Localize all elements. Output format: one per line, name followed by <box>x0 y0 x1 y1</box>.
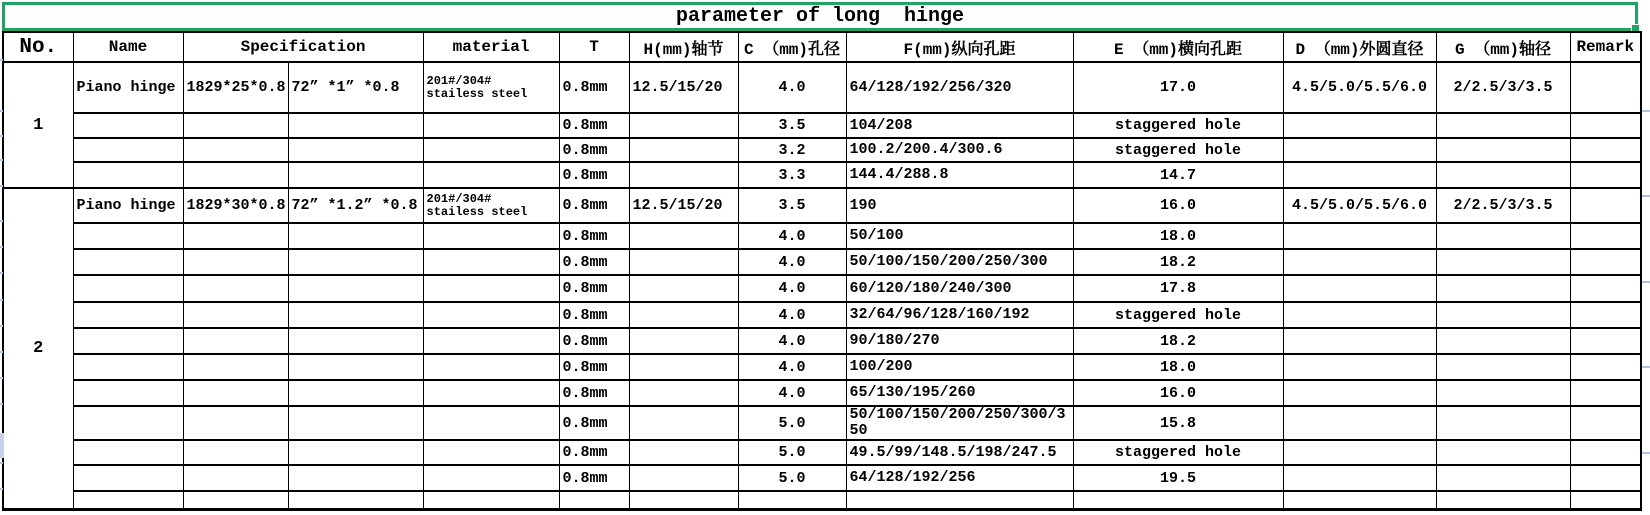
gridline-stub <box>0 462 3 464</box>
cell-e[interactable]: staggered hole <box>1073 440 1283 465</box>
cell-c[interactable]: 4.0 <box>738 328 846 354</box>
cell-name-empty[interactable] <box>73 113 183 138</box>
cell-f[interactable]: 104/208 <box>846 113 1073 138</box>
gridline-stub <box>1642 195 1650 197</box>
gridline-stub <box>0 135 3 137</box>
cell-d[interactable] <box>1283 406 1436 440</box>
cell-remark[interactable] <box>1570 113 1641 138</box>
title-cell[interactable] <box>2 2 1638 31</box>
header-f[interactable]: F(mm)纵向孔距 <box>846 32 1073 62</box>
cell-spec-metric-empty[interactable] <box>183 162 288 188</box>
cell-t[interactable]: 0.8mm <box>559 275 629 302</box>
cell-f[interactable]: 50/100/150/200/250/300/350 <box>846 406 1073 440</box>
gridline-stub <box>0 185 3 187</box>
cell-spec-metric-empty[interactable] <box>183 440 288 465</box>
table-row <box>3 223 1641 249</box>
cell-spec-metric-empty[interactable] <box>183 249 288 275</box>
gridline-stub <box>1642 110 1650 112</box>
cell-d[interactable] <box>1283 440 1436 465</box>
cell-no[interactable]: 1 <box>3 62 73 188</box>
cell-g[interactable] <box>1436 275 1570 302</box>
cell-g[interactable]: 2/2.5/3/3.5 <box>1436 188 1570 223</box>
cell-t[interactable]: 0.8mm <box>559 113 629 138</box>
cell-g[interactable] <box>1436 406 1570 440</box>
cell-c[interactable]: 4.0 <box>738 380 846 406</box>
cell-remark[interactable] <box>1570 188 1641 223</box>
cell-name-empty[interactable] <box>73 465 183 491</box>
cell-d[interactable] <box>1283 223 1436 249</box>
cell-material-empty[interactable] <box>423 406 559 440</box>
cell-spec-inch-empty[interactable] <box>288 491 423 509</box>
cell-spec-inch-empty[interactable] <box>288 465 423 491</box>
gridline-stub <box>0 246 3 248</box>
cell-material-empty[interactable] <box>423 328 559 354</box>
cell-c[interactable]: 4.0 <box>738 354 846 380</box>
cell-c[interactable]: 4.0 <box>738 302 846 328</box>
header-g[interactable]: G （mm)轴径 <box>1436 32 1570 62</box>
cell-f[interactable]: 90/180/270 <box>846 328 1073 354</box>
cell-e[interactable]: 16.0 <box>1073 380 1283 406</box>
cell-g[interactable] <box>1436 328 1570 354</box>
cell-material-empty[interactable] <box>423 302 559 328</box>
table-row <box>3 380 1641 406</box>
cell-e[interactable]: staggered hole <box>1073 113 1283 138</box>
cell-f[interactable]: 64/128/192/256/320 <box>846 62 1073 113</box>
cell-spec-inch-empty[interactable] <box>288 113 423 138</box>
cell-spec-inch-empty[interactable] <box>288 406 423 440</box>
cell-material-empty[interactable] <box>423 354 559 380</box>
cell-remark[interactable] <box>1570 62 1641 113</box>
cell-t[interactable]: 0.8mm <box>559 465 629 491</box>
cell-name-empty[interactable] <box>73 328 183 354</box>
cell-spec-inch-empty[interactable] <box>288 138 423 162</box>
cell-d[interactable] <box>1283 354 1436 380</box>
cell-f[interactable]: 60/120/180/240/300 <box>846 275 1073 302</box>
cell-e[interactable]: 18.0 <box>1073 223 1283 249</box>
cell-h[interactable] <box>629 302 738 328</box>
cell-material-empty[interactable] <box>423 491 559 509</box>
cell-h[interactable] <box>629 465 738 491</box>
cell-material-empty[interactable] <box>423 223 559 249</box>
cell-spec-metric-empty[interactable] <box>183 302 288 328</box>
cell-spec-metric-empty[interactable] <box>183 275 288 302</box>
cell-f[interactable]: 64/128/192/256 <box>846 465 1073 491</box>
cell-e[interactable]: 15.8 <box>1073 406 1283 440</box>
cell-name-empty[interactable] <box>73 249 183 275</box>
cell-t[interactable]: 0.8mm <box>559 380 629 406</box>
cell-c[interactable]: 5.0 <box>738 440 846 465</box>
cell-c[interactable]: 4.0 <box>738 249 846 275</box>
cell-t[interactable]: 0.8mm <box>559 354 629 380</box>
cell-h[interactable] <box>629 491 738 509</box>
cell-h[interactable] <box>629 113 738 138</box>
gridline-stub <box>0 488 3 490</box>
cell-d[interactable]: 4.5/5.0/5.5/6.0 <box>1283 188 1436 223</box>
cell-name-empty[interactable] <box>73 138 183 162</box>
header-h[interactable]: H(mm)轴节 <box>629 32 738 62</box>
cell-e[interactable]: 18.2 <box>1073 328 1283 354</box>
cell-name-empty[interactable] <box>73 440 183 465</box>
cell-spec-inch[interactable]: 72” *1” *0.8 <box>288 62 423 113</box>
gridline-stub <box>1642 281 1650 283</box>
table-row <box>3 249 1641 275</box>
gridline-stub <box>0 220 3 222</box>
cell-e[interactable]: staggered hole <box>1073 302 1283 328</box>
cell-g[interactable] <box>1436 440 1570 465</box>
cell-f[interactable]: 32/64/96/128/160/192 <box>846 302 1073 328</box>
partial-row <box>3 491 1641 509</box>
cell-h[interactable] <box>629 440 738 465</box>
cell-d[interactable] <box>1283 328 1436 354</box>
gridline-stub <box>0 59 3 61</box>
cell-remark[interactable] <box>1570 302 1641 328</box>
page-title: parameter of long hinge <box>675 5 965 28</box>
cell-spec-inch-empty[interactable] <box>288 380 423 406</box>
gridline-stub <box>0 159 3 161</box>
cell-t[interactable]: 0.8mm <box>559 440 629 465</box>
cell-e[interactable]: 18.0 <box>1073 354 1283 380</box>
cell-c[interactable]: 4.0 <box>738 275 846 302</box>
cell-name-empty[interactable] <box>73 302 183 328</box>
cell-e[interactable]: 16.0 <box>1073 188 1283 223</box>
cell-e[interactable]: staggered hole <box>1073 138 1283 162</box>
cell-h[interactable] <box>629 138 738 162</box>
material-line1: 201#/304# <box>426 73 492 88</box>
table-row <box>3 188 1641 223</box>
cell-d[interactable] <box>1283 465 1436 491</box>
cell-f[interactable]: 50/100/150/200/250/300 <box>846 249 1073 275</box>
cell-c[interactable]: 3.2 <box>738 138 846 162</box>
cell-e[interactable]: 14.7 <box>1073 162 1283 188</box>
cell-remark[interactable] <box>1570 138 1641 162</box>
gridline-stub <box>0 377 3 379</box>
gridline-stub <box>0 325 3 327</box>
parameter-table <box>2 31 1642 511</box>
cell-g[interactable] <box>1436 465 1570 491</box>
cell-g[interactable] <box>1436 249 1570 275</box>
cell-remark[interactable] <box>1570 249 1641 275</box>
cell-c[interactable]: 5.0 <box>738 406 846 440</box>
cell-spec-inch-empty[interactable] <box>288 354 423 380</box>
cell-t[interactable] <box>559 491 629 509</box>
cell-spec-inch[interactable]: 72” *1.2” *0.8 <box>288 188 423 223</box>
cell-material-empty[interactable] <box>423 138 559 162</box>
table-row <box>3 354 1641 380</box>
cell-spec-inch-empty[interactable] <box>288 162 423 188</box>
cell-spec-metric-empty[interactable] <box>183 406 288 440</box>
cell-no[interactable]: 2 <box>3 188 73 509</box>
cell-g[interactable] <box>1436 354 1570 380</box>
cell-t[interactable]: 0.8mm <box>559 223 629 249</box>
cell-h[interactable] <box>629 354 738 380</box>
cell-spec-inch-empty[interactable] <box>288 223 423 249</box>
gridline-stub <box>0 272 3 274</box>
cell-remark[interactable] <box>1570 406 1641 440</box>
cell-c[interactable] <box>738 491 846 509</box>
cell-d[interactable] <box>1283 491 1436 509</box>
cell-name-empty[interactable] <box>73 406 183 440</box>
cell-f[interactable]: 144.4/288.8 <box>846 162 1073 188</box>
table-row <box>3 138 1641 162</box>
cell-f[interactable]: 100/200 <box>846 354 1073 380</box>
cell-spec-metric-empty[interactable] <box>183 223 288 249</box>
gridline-stub <box>0 403 3 405</box>
header-row <box>3 32 1641 62</box>
cell-spec-inch-empty[interactable] <box>288 302 423 328</box>
cell-remark[interactable] <box>1570 328 1641 354</box>
cell-name-empty[interactable] <box>73 380 183 406</box>
cell-material[interactable] <box>423 62 559 113</box>
cell-d[interactable] <box>1283 302 1436 328</box>
cell-e[interactable]: 18.2 <box>1073 249 1283 275</box>
cell-e[interactable]: 19.5 <box>1073 465 1283 491</box>
header-no[interactable]: No. <box>3 32 73 62</box>
cell-g[interactable] <box>1436 491 1570 509</box>
cell-g[interactable]: 2/2.5/3/3.5 <box>1436 62 1570 113</box>
cell-h[interactable]: 12.5/15/20 <box>629 62 738 113</box>
cell-material-empty[interactable] <box>423 440 559 465</box>
header-remark[interactable]: Remark <box>1570 32 1641 62</box>
cell-h[interactable] <box>629 249 738 275</box>
cell-name-empty[interactable] <box>73 223 183 249</box>
cell-remark[interactable] <box>1570 491 1641 509</box>
cell-remark[interactable] <box>1570 440 1641 465</box>
cell-spec-inch-empty[interactable] <box>288 249 423 275</box>
cell-t[interactable]: 0.8mm <box>559 188 629 223</box>
cell-name-empty[interactable] <box>73 354 183 380</box>
cell-spec-metric-empty[interactable] <box>183 328 288 354</box>
cell-t[interactable]: 0.8mm <box>559 62 629 113</box>
cell-remark[interactable] <box>1570 162 1641 188</box>
cell-name-empty[interactable] <box>73 162 183 188</box>
table-row <box>3 275 1641 302</box>
table-row <box>3 162 1641 188</box>
cell-f[interactable]: 65/130/195/260 <box>846 380 1073 406</box>
cell-c[interactable]: 3.3 <box>738 162 846 188</box>
cell-d[interactable] <box>1283 249 1436 275</box>
cell-g[interactable] <box>1436 138 1570 162</box>
cell-spec-metric-empty[interactable] <box>183 491 288 509</box>
cell-h[interactable] <box>629 328 738 354</box>
cell-spec-metric-empty[interactable] <box>183 138 288 162</box>
cell-spec-inch-empty[interactable] <box>288 328 423 354</box>
cell-name-empty[interactable] <box>73 491 183 509</box>
cell-d[interactable] <box>1283 162 1436 188</box>
gridline-stub <box>0 110 3 112</box>
table-row <box>3 406 1641 440</box>
cell-h[interactable] <box>629 275 738 302</box>
cell-e[interactable] <box>1073 491 1283 509</box>
cell-f[interactable]: 100.2/200.4/300.6 <box>846 138 1073 162</box>
material-line2: stailess steel <box>426 204 528 219</box>
cell-e[interactable]: 17.0 <box>1073 62 1283 113</box>
cell-spec-metric[interactable]: 1829*30*0.8 <box>183 188 288 223</box>
header-d[interactable]: D （mm)外圆直径 <box>1283 32 1436 62</box>
cell-material-empty[interactable] <box>423 249 559 275</box>
cell-c[interactable]: 3.5 <box>738 113 846 138</box>
cell-f[interactable] <box>846 491 1073 509</box>
header-specification[interactable]: Specification <box>183 32 423 62</box>
table-row <box>3 113 1641 138</box>
cell-g[interactable] <box>1436 113 1570 138</box>
cell-c[interactable]: 4.0 <box>738 62 846 113</box>
cell-d[interactable] <box>1283 113 1436 138</box>
cell-remark[interactable] <box>1570 223 1641 249</box>
cell-spec-inch-empty[interactable] <box>288 440 423 465</box>
cell-h[interactable] <box>629 223 738 249</box>
cell-d[interactable]: 4.5/5.0/5.5/6.0 <box>1283 62 1436 113</box>
header-e[interactable]: E （mm)横向孔距 <box>1073 32 1283 62</box>
cell-name[interactable]: Piano hinge <box>73 62 183 113</box>
cell-name-empty[interactable] <box>73 275 183 302</box>
cell-h[interactable] <box>629 162 738 188</box>
cell-t[interactable]: 0.8mm <box>559 328 629 354</box>
cell-c[interactable]: 5.0 <box>738 465 846 491</box>
cell-material-empty[interactable] <box>423 380 559 406</box>
cell-spec-metric-empty[interactable] <box>183 354 288 380</box>
cell-f[interactable]: 50/100 <box>846 223 1073 249</box>
cell-remark[interactable] <box>1570 465 1641 491</box>
cell-e[interactable]: 17.8 <box>1073 275 1283 302</box>
gridline-stub <box>0 351 3 353</box>
header-name[interactable]: Name <box>73 32 183 62</box>
cell-name[interactable]: Piano hinge <box>73 188 183 223</box>
cell-t[interactable]: 0.8mm <box>559 302 629 328</box>
material-line2: stailess steel <box>426 86 528 101</box>
cell-g[interactable] <box>1436 223 1570 249</box>
cell-h[interactable] <box>629 380 738 406</box>
cell-h[interactable]: 12.5/15/20 <box>629 188 738 223</box>
cell-t[interactable]: 0.8mm <box>559 249 629 275</box>
table-row <box>3 62 1641 113</box>
cell-t[interactable]: 0.8mm <box>559 406 629 440</box>
cell-remark[interactable] <box>1570 275 1641 302</box>
cell-g[interactable] <box>1436 380 1570 406</box>
cell-g[interactable] <box>1436 162 1570 188</box>
cell-spec-inch-empty[interactable] <box>288 275 423 302</box>
cell-material-empty[interactable] <box>423 162 559 188</box>
gridline-stub <box>1642 366 1650 368</box>
cell-material-empty[interactable] <box>423 465 559 491</box>
cell-spec-metric-empty[interactable] <box>183 380 288 406</box>
cell-t[interactable]: 0.8mm <box>559 162 629 188</box>
cell-c[interactable]: 3.5 <box>738 188 846 223</box>
cell-d[interactable] <box>1283 380 1436 406</box>
cell-f[interactable]: 190 <box>846 188 1073 223</box>
header-t[interactable]: T <box>559 32 629 62</box>
table-row <box>3 302 1641 328</box>
table-row <box>3 440 1641 465</box>
cell-f[interactable]: 49.5/99/148.5/198/247.5 <box>846 440 1073 465</box>
table-row <box>3 328 1641 354</box>
cell-spec-metric[interactable]: 1829*25*0.8 <box>183 62 288 113</box>
cell-d[interactable] <box>1283 275 1436 302</box>
table-row <box>3 465 1641 491</box>
cell-c[interactable]: 4.0 <box>738 223 846 249</box>
cell-h[interactable] <box>629 406 738 440</box>
cell-remark[interactable] <box>1570 380 1641 406</box>
cell-d[interactable] <box>1283 138 1436 162</box>
cell-spec-metric-empty[interactable] <box>183 465 288 491</box>
cell-material[interactable] <box>423 188 559 223</box>
header-material[interactable]: material <box>423 32 559 62</box>
cell-material-empty[interactable] <box>423 113 559 138</box>
cell-material-empty[interactable] <box>423 275 559 302</box>
row-gridline-stub <box>0 433 4 458</box>
cell-spec-metric-empty[interactable] <box>183 113 288 138</box>
cell-g[interactable] <box>1436 302 1570 328</box>
header-c[interactable]: C （mm)孔径 <box>738 32 846 62</box>
material-line1: 201#/304# <box>426 191 492 206</box>
cell-remark[interactable] <box>1570 354 1641 380</box>
cell-t[interactable]: 0.8mm <box>559 138 629 162</box>
gridline-stub <box>1642 452 1650 454</box>
gridline-stub <box>0 299 3 301</box>
